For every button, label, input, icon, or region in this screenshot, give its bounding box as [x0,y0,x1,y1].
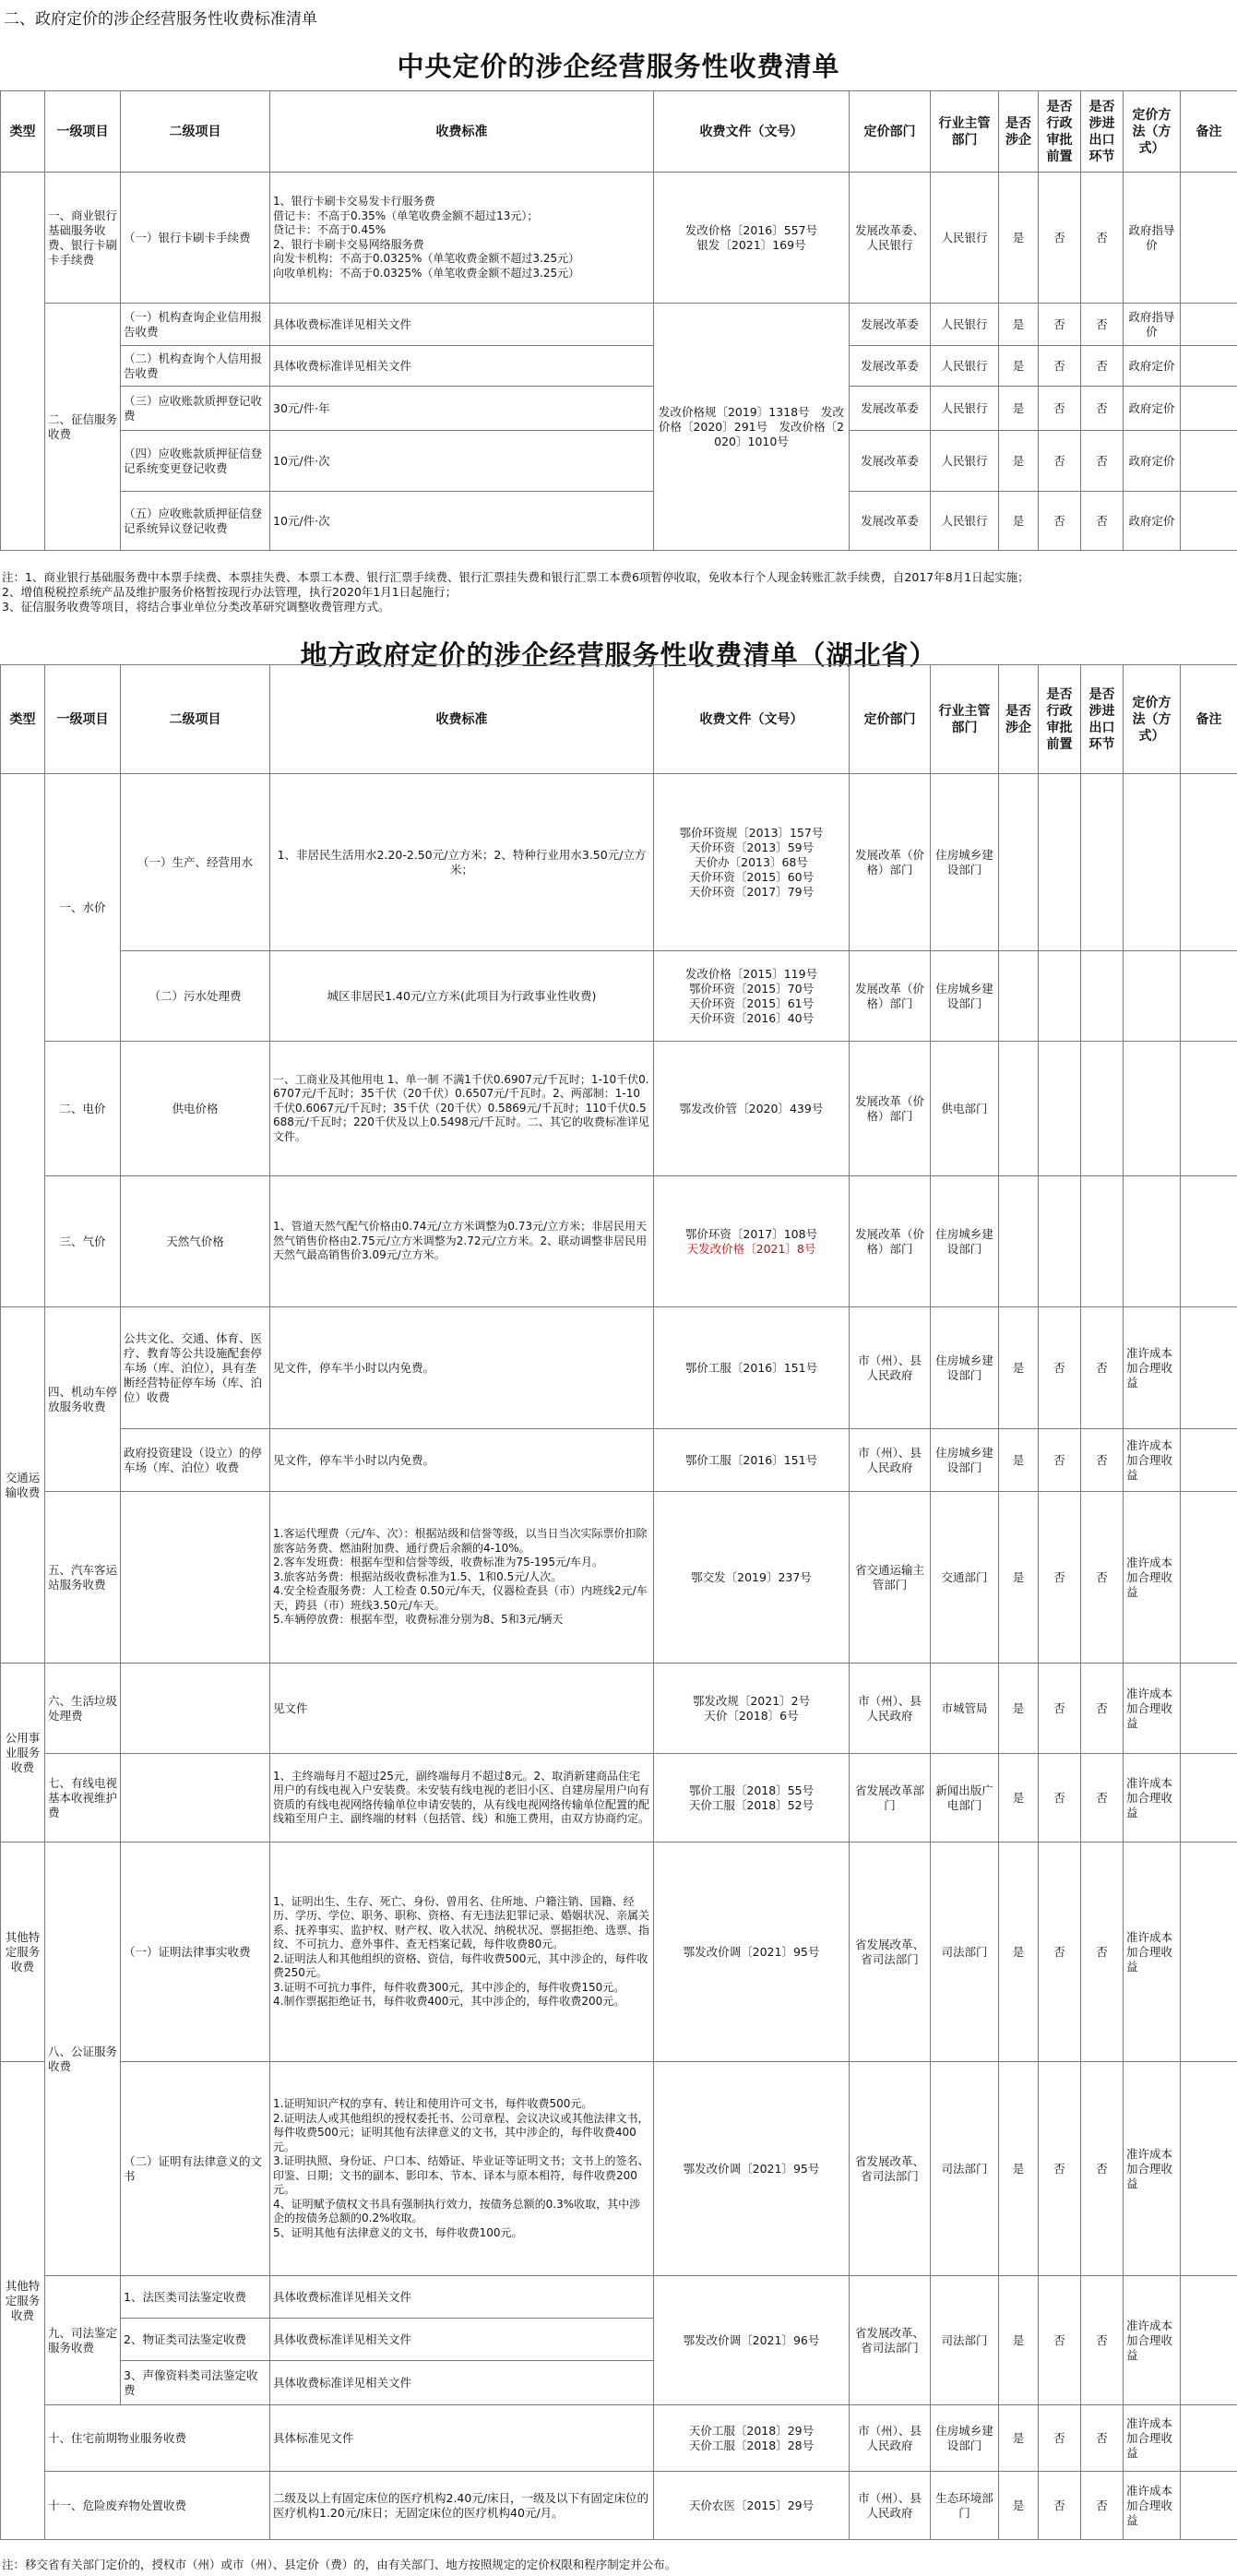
remark-cell [1181,173,1237,304]
document-cell: 鄂交发〔2019〕237号 [654,1492,850,1664]
pricing-dept-cell: 省发展改革、省司法部门 [850,2276,931,2405]
level1-cell: 七、有线电视基本收视维护费 [45,1754,121,1843]
central-fee-table [0,90,1237,551]
import-export-cell [1081,951,1124,1042]
header-remark: 备注 [1181,91,1237,173]
header-document: 收费文件（文号） [654,665,850,774]
document-cell: 天价农医〔2015〕29号 [654,2472,850,2540]
level2-cell: （一）银行卡刷卡手续费 [121,173,270,304]
standard-cell: 1、证明出生、生存、死亡、身份、曾用名、住所地、户籍注销、国籍、经历、学历、学位、职务、职称、资格、有无违法犯罪记录、婚姻状况、亲属关系、抚养事实、监护权、财产权、收入状况、纳税状况、票据拒绝、选票、指纹、不可抗力、意外事件、查无档案记载，每件收费80元。 2.证明法人和其他组织的资格、资信，每件收费500元，其中涉企的，每件收费250元。 3.证明不可抗力事件，每件收费300元，其中涉企的，每件收费150元。 4.制作票据拒绝证书，每件收费400元，其中涉企的，每件收费200元。 [270,1843,654,2062]
approval-cell: 否 [1039,2062,1081,2276]
remark-cell [1181,2062,1237,2276]
enterprise-cell: 是 [999,1492,1039,1664]
enterprise-cell [999,774,1039,951]
level1-cell: 四、机动车停放服务收费 [45,1307,121,1492]
method-cell: 准许成本加合理收益 [1124,1754,1181,1843]
table-row [1,387,1237,431]
import-export-cell: 否 [1081,346,1124,387]
import-export-cell [1081,1042,1124,1176]
import-export-cell: 否 [1081,173,1124,304]
remark-cell [1181,387,1237,431]
standard-cell: 具体收费标准详见相关文件 [270,346,654,387]
table-row [1,2062,1237,2276]
enterprise-cell: 是 [999,2405,1039,2472]
approval-cell: 否 [1039,304,1081,346]
level1-cell: 一、商业银行基础服务收费、银行卡刷卡手续费 [45,173,121,304]
pricing-dept-cell: 市（州）、县人民政府 [850,2472,931,2540]
enterprise-cell: 是 [999,2276,1039,2405]
remark-cell [1181,304,1237,346]
section-heading: 二、政府定价的涉企经营服务性收费标准清单 [4,10,317,29]
approval-cell: 否 [1039,1307,1081,1429]
method-cell: 政府指导价 [1124,173,1181,304]
import-export-cell: 否 [1081,1664,1124,1754]
level2-cell: （四）应收账款质押征信登记系统变更登记收费 [121,431,270,492]
standard-cell: 具体标准见文件 [270,2405,654,2472]
document-cell: 鄂发改价管〔2020〕439号 [654,1042,850,1176]
document-cell: 鄂发改价调〔2021〕96号 [654,2276,850,2405]
header-method: 定价方法（方式） [1124,665,1181,774]
standard-cell: 1.客运代理费（元/车、次）：根据站级和信誉等级，以当日当次实际票价扣除旅客站务费、燃油附加费、通行费后余额的4-10%。 2.客车发班费：根据车型和信誉等级，收费标准为75-195元/车月。 3.旅客站务费：根据站级收费标准为1.5、1和0.5元/人次。 4.安全检查服务费：人工检查 0.50元/车天，仪器检查县（市）内班线2元/车天，跨县（市）班线3.50元/车天。 5.车辆停放费：根据车型，收费标准分别为8、5和3元/辆天 [270,1492,654,1664]
import-export-cell [1081,774,1124,951]
method-cell [1124,774,1181,951]
remark-cell [1181,2472,1237,2540]
method-cell: 政府定价 [1124,387,1181,431]
table-row [1,1492,1237,1664]
level2-cell: （二）证明有法律意义的文书 [121,2062,270,2276]
header-type: 类型 [1,91,45,173]
table-row [1,1429,1237,1492]
authority-cell: 住房城乡建设部门 [931,1429,999,1492]
pricing-dept-cell: 省发展改革、省司法部门 [850,2062,931,2276]
method-cell: 准许成本加合理收益 [1124,1429,1181,1492]
method-cell: 准许成本加合理收益 [1124,1307,1181,1429]
standard-cell: 30元/件·年 [270,387,654,431]
header-level2: 二级项目 [121,91,270,173]
level2-cell: （三）应收账款质押登记收费 [121,387,270,431]
standard-cell: 1、主终端每月不超过25元，副终端每月不超过8元。2、取消新建商品住宅用户的有线电视入户安装费。未安装有线电视的老旧小区、自建房屋用户向有资质的有线电视网络传输单位申请安装的，从有线电视网络传输单位配置的配线箱至用户主、副终端的材料（包括管、线）和施工费用，由双方协商约定。 [270,1754,654,1843]
header-standard: 收费标准 [270,665,654,774]
pricing-dept-cell: 省发展改革、省司法部门 [850,1843,931,2062]
remark-cell [1181,1843,1237,2062]
standard-cell: 见文件，停车半小时以内免费。 [270,1307,654,1429]
level2-cell: 天然气价格 [121,1176,270,1307]
authority-cell: 住房城乡建设部门 [931,2405,999,2472]
enterprise-cell: 是 [999,1843,1039,2062]
header-level2: 二级项目 [121,665,270,774]
authority-cell: 住房城乡建设部门 [931,951,999,1042]
method-cell: 政府定价 [1124,431,1181,492]
standard-cell: 1、银行卡刷卡交易发卡行服务费 借记卡：不高于0.35%（单笔收费金额不超过13元）； 贷记卡：不高于0.45% 2、银行卡刷卡交易网络服务费 向发卡机构：不高于0.0325%（单笔收费金额不超过3.25元） 向收单机构：不高于0.0325%（单笔收费金额不超过3.25元） [270,173,654,304]
method-cell: 政府指导价 [1124,304,1181,346]
approval-cell: 否 [1039,1754,1081,1843]
table-row [1,173,1237,304]
document-cell: 发改价格规〔2019〕1318号 发改价格〔2020〕291号 发改价格〔2020〕1010号 [654,304,850,551]
document-cell: 天价工服〔2018〕29号 天价工服〔2018〕28号 [654,2405,850,2472]
import-export-cell: 否 [1081,1754,1124,1843]
table-row [1,774,1237,951]
header-remark: 备注 [1181,665,1237,774]
import-export-cell: 否 [1081,1307,1124,1429]
method-cell: 准许成本加合理收益 [1124,2276,1181,2405]
import-export-cell: 否 [1081,1429,1124,1492]
remark-cell [1181,1492,1237,1664]
document-cell: 鄂价环资规〔2013〕157号 天价环资〔2013〕59号 天价办〔2013〕68号 天价环资〔2015〕60号 天价环资〔2017〕79号 [654,774,850,951]
pricing-dept-cell: 发展改革委 [850,492,931,551]
level2-cell: （一）机构查询企业信用报告收费 [121,304,270,346]
standard-cell: 10元/件·次 [270,492,654,551]
approval-cell: 否 [1039,2276,1081,2405]
level2-cell: 2、物证类司法鉴定收费 [121,2319,270,2361]
remark-cell [1181,346,1237,387]
standard-cell: 具体收费标准详见相关文件 [270,304,654,346]
pricing-dept-cell: 发展改革委 [850,304,931,346]
level2-cell: （一）证明法律事实收费 [121,1843,270,2062]
document-cell: 鄂价工服〔2016〕151号 [654,1307,850,1429]
table-row [1,2405,1237,2472]
approval-cell [1039,1176,1081,1307]
remark-cell [1181,1754,1237,1843]
header-pricing-dept: 定价部门 [850,91,931,173]
table2-note: 注：移交省有关部门定价的，授权市（州）或市（州）、县定价（费）的，由有关部门、地方按照规定的定价权限和程序制定并公布。 [2,2558,677,2571]
document-cell: 发改价格〔2016〕557号 银发〔2021〕169号 [654,173,850,304]
authority-cell: 人民银行 [931,387,999,431]
table-row [1,1176,1237,1307]
authority-cell: 住房城乡建设部门 [931,1307,999,1429]
table-row [1,1307,1237,1429]
enterprise-cell: 是 [999,1307,1039,1429]
pricing-dept-cell: 发展改革委 [850,346,931,387]
table-row [1,1843,1237,2062]
header-document: 收费文件（文号） [654,91,850,173]
standard-cell: 1、管道天然气配气价格由0.74元/立方米调整为0.73元/立方米；非居民用天然气销售价格由2.75元/立方米调整为2.72元/立方米。2、联动调整非居民用天然气最高销售价3.09元/立方米。 [270,1176,654,1307]
table1-title: 中央定价的涉企经营服务性收费清单 [397,51,840,82]
approval-cell: 否 [1039,1664,1081,1754]
local-fee-table [0,664,1237,2540]
standard-cell: 二级及以上有固定床位的医疗机构2.40元/床日，一级及以下有固定床位的医疗机构1.20元/床日；无固定床位的医疗机构40元/月。 [270,2472,654,2540]
import-export-cell: 否 [1081,387,1124,431]
level2-cell: 供电价格 [121,1042,270,1176]
level1-cell: 九、司法鉴定服务收费 [45,2276,121,2405]
enterprise-cell: 是 [999,492,1039,551]
approval-cell: 否 [1039,1429,1081,1492]
standard-cell: 见文件，停车半小时以内免费。 [270,1429,654,1492]
import-export-cell: 否 [1081,2405,1124,2472]
remark-cell [1181,1664,1237,1754]
method-cell: 准许成本加合理收益 [1124,2472,1181,2540]
method-cell: 准许成本加合理收益 [1124,1664,1181,1754]
method-cell: 政府定价 [1124,346,1181,387]
table-row [1,2472,1237,2540]
document-cell: 鄂发改价调〔2021〕95号 [654,2062,850,2276]
enterprise-cell: 是 [999,387,1039,431]
pricing-dept-cell: 省交通运输主管部门 [850,1492,931,1664]
enterprise-cell: 是 [999,431,1039,492]
type-cell: 其他特定服务收费 [1,2062,45,2540]
method-cell: 准许成本加合理收益 [1124,1492,1181,1664]
approval-cell: 否 [1039,346,1081,387]
authority-cell: 供电部门 [931,1042,999,1176]
method-cell: 政府定价 [1124,492,1181,551]
level2-cell: 公共文化、交通、体育、医疗、教育等公共设施配套停车场（库、泊位），具有垄断经营特征停车场（库、泊位）收费 [121,1307,270,1429]
pricing-dept-cell: 市（州）、县人民政府 [850,2405,931,2472]
pricing-dept-cell: 发展改革（价格）部门 [850,1176,931,1307]
table-row [1,2276,1237,2319]
pricing-dept-cell: 发展改革（价格）部门 [850,1042,931,1176]
standard-cell: 1、非居民生活用水2.20-2.50元/立方米；2、特种行业用水3.50元/立方米； [270,774,654,951]
level1-cell: 二、电价 [45,1042,121,1176]
import-export-cell: 否 [1081,1492,1124,1664]
import-export-cell [1081,1176,1124,1307]
enterprise-cell: 是 [999,2062,1039,2276]
authority-cell: 司法部门 [931,2276,999,2405]
type-cell: 公用事业服务收费 [1,1664,45,1843]
remark-cell [1181,1176,1237,1307]
method-cell: 准许成本加合理收益 [1124,2405,1181,2472]
level2-cell: （二）机构查询个人信用报告收费 [121,346,270,387]
level1-cell: 三、气价 [45,1176,121,1307]
method-cell: 准许成本加合理收益 [1124,1843,1181,2062]
pricing-dept-cell: 发展改革（价格）部门 [850,774,931,951]
table-row [1,492,1237,551]
pricing-dept-cell: 发展改革（价格）部门 [850,951,931,1042]
header-import-export: 是否涉进出口环节 [1081,665,1124,774]
document-cell: 鄂价工服〔2018〕55号 天价工服〔2018〕52号 [654,1754,850,1843]
enterprise-cell: 是 [999,1664,1039,1754]
remark-cell [1181,1429,1237,1492]
level2-cell: 政府投资建设（设立）的停车场（库、泊位）收费 [121,1429,270,1492]
level2-cell: （五）应收账款质押征信登记系统异议登记收费 [121,492,270,551]
pricing-dept-cell: 市（州）、县人民政府 [850,1429,931,1492]
approval-cell [1039,1042,1081,1176]
authority-cell: 人民银行 [931,173,999,304]
level1-cell: 六、生活垃圾处理费 [45,1664,121,1754]
authority-cell: 市城管局 [931,1664,999,1754]
pricing-dept-cell: 市（州）、县人民政府 [850,1664,931,1754]
authority-cell: 住房城乡建设部门 [931,774,999,951]
level1-cell: 十一、危险废弃物处置收费 [45,2472,270,2540]
enterprise-cell: 是 [999,346,1039,387]
authority-cell: 人民银行 [931,346,999,387]
approval-cell: 否 [1039,492,1081,551]
level2-cell [121,1754,270,1843]
approval-cell: 否 [1039,431,1081,492]
enterprise-cell [999,1176,1039,1307]
table-row [1,346,1237,387]
level2-cell [121,1492,270,1664]
table-row [1,951,1237,1042]
authority-cell: 司法部门 [931,1843,999,2062]
pricing-dept-cell: 省发展改革部门 [850,1754,931,1843]
document-line-highlighted: 天发改价格〔2021〕8号 [686,1241,816,1256]
import-export-cell: 否 [1081,2062,1124,2276]
remark-cell [1181,2276,1237,2405]
level2-cell: 3、声像资料类司法鉴定收费 [121,2361,270,2405]
header-approval: 是否行政审批前置 [1039,665,1081,774]
type-cell: 其他特定服务收费 [1,1843,45,2062]
import-export-cell: 否 [1081,431,1124,492]
type-cell: 交通运输收费 [1,1307,45,1664]
remark-cell [1181,492,1237,551]
enterprise-cell [999,951,1039,1042]
pricing-dept-cell: 发展改革委 [850,387,931,431]
method-cell: 准许成本加合理收益 [1124,2062,1181,2276]
remark-cell [1181,431,1237,492]
type-cell [1,774,45,1307]
table-row [1,1754,1237,1843]
header-authority: 行业主管部门 [931,91,999,173]
standard-cell: 1.证明知识产权的享有、转让和使用许可文书，每件收费500元。 2.证明法人或其他组织的授权委托书、公司章程、会议决议或其他法律文书，每件收费500元；证明其他有法律意义的文书，其中涉企的，每件收费400元。 3.证明执照、身份证、户口本、结婚证、毕业证等证明文书；文书上的签名、印鉴、日期；文书的副本、影印本、节本、译本与原本相符，每件收费200元。 4、证明赋予债权文书具有强制执行效力，按债务总额的0.3%收取，其中涉企的按债务总额的0.2%收取。 5、证明其他有法律意义的文书，每件收费100元。 [270,2062,654,2276]
header-import-export: 是否涉进出口环节 [1081,91,1124,173]
header-type: 类型 [1,665,45,774]
level2-cell: （一）生产、经营用水 [121,774,270,951]
header-standard: 收费标准 [270,91,654,173]
document-cell: 鄂发改价调〔2021〕95号 [654,1843,850,2062]
standard-cell: 城区非居民1.40元/立方米(此项目为行政事业性收费) [270,951,654,1042]
remark-cell [1181,1307,1237,1429]
pricing-dept-cell: 发展改革委 [850,431,931,492]
level1-cell: 五、汽车客运站服务收费 [45,1492,121,1664]
document-cell: 发改价格〔2015〕119号 鄂价环资〔2015〕70号 天价环资〔2015〕61号 天价环资〔2016〕40号 [654,951,850,1042]
method-cell [1124,1042,1181,1176]
approval-cell: 否 [1039,1843,1081,2062]
level2-cell [121,1664,270,1754]
document-line: 鄂价环资〔2017〕108号 [684,1226,818,1241]
type-cell [1,173,45,551]
document-cell: 鄂价工服〔2016〕151号 [654,1429,850,1492]
document-cell [654,1176,850,1307]
table-row [1,1664,1237,1754]
approval-cell: 否 [1039,2472,1081,2540]
enterprise-cell: 是 [999,1429,1039,1492]
table-row [1,304,1237,346]
header-approval: 是否行政审批前置 [1039,91,1081,173]
method-cell [1124,951,1181,1042]
approval-cell: 否 [1039,1492,1081,1664]
standard-cell: 具体收费标准详见相关文件 [270,2319,654,2361]
enterprise-cell: 是 [999,304,1039,346]
authority-cell: 住房城乡建设部门 [931,1176,999,1307]
approval-cell [1039,951,1081,1042]
approval-cell: 否 [1039,173,1081,304]
remark-cell [1181,2405,1237,2472]
remark-cell [1181,774,1237,951]
authority-cell: 人民银行 [931,492,999,551]
table1-header-row [1,91,1237,173]
authority-cell: 交通部门 [931,1492,999,1664]
import-export-cell: 否 [1081,492,1124,551]
method-cell [1124,1176,1181,1307]
import-export-cell: 否 [1081,304,1124,346]
remark-cell [1181,1042,1237,1176]
header-level1: 一级项目 [45,91,121,173]
level1-cell: 一、水价 [45,774,121,1042]
level1-cell: 二、征信服务收费 [45,304,121,551]
header-authority: 行业主管部门 [931,665,999,774]
authority-cell: 司法部门 [931,2062,999,2276]
standard-cell: 见文件 [270,1664,654,1754]
enterprise-cell [999,1042,1039,1176]
import-export-cell: 否 [1081,1843,1124,2062]
approval-cell: 否 [1039,387,1081,431]
level1-cell: 八、公证服务收费 [45,1843,121,2276]
document-cell: 鄂发改规〔2021〕2号 天价〔2018〕6号 [654,1664,850,1754]
table2-title: 地方政府定价的涉企经营服务性收费清单（湖北省） [300,639,937,671]
header-pricing-dept: 定价部门 [850,665,931,774]
table1-note: 注：1、商业银行基础服务费中本票手续费、本票挂失费、本票工本费、银行汇票手续费、银行汇票挂失费和银行汇票工本费6项暂停收取，免收本行个人现金转账汇款手续费，自2017年8月1日起实施； 2、增值税税控系统产品及维护服务价格暂按现行办法管理，执行2020年1月1日起施行； 3、征信服务收费等项目，将结合事业单位分类改革研究调整收费管理方式。 [2,570,1029,614]
standard-cell: 一、工商业及其他用电 1、单一制 不满1千伏0.6907元/千瓦时；1-10千伏0.6707元/千瓦时；35千伏（20千伏）0.6507元/千瓦时。2、两部制：1-10千伏0.6067元/千瓦时；35千伏（20千伏）0.5869元/千瓦时；110千伏0.5688元/千瓦时；220千伏及以上0.5498元/千瓦时。二、其它的收费标准详见文件。 [270,1042,654,1176]
approval-cell: 否 [1039,2405,1081,2472]
level2-cell: 1、法医类司法鉴定收费 [121,2276,270,2319]
authority-cell: 新闻出版广电部门 [931,1754,999,1843]
table-row [1,1042,1237,1176]
import-export-cell: 否 [1081,2276,1124,2405]
header-method: 定价方法（方式） [1124,91,1181,173]
table2-header-row [1,665,1237,774]
header-enterprise: 是否涉企 [999,91,1039,173]
table-row [1,431,1237,492]
import-export-cell: 否 [1081,2472,1124,2540]
authority-cell: 人民银行 [931,304,999,346]
pricing-dept-cell: 发展改革委、人民银行 [850,173,931,304]
enterprise-cell: 是 [999,2472,1039,2540]
level2-cell: （二）污水处理费 [121,951,270,1042]
enterprise-cell: 是 [999,1754,1039,1843]
standard-cell: 具体收费标准详见相关文件 [270,2276,654,2319]
level1-cell: 十、住宅前期物业服务收费 [45,2405,270,2472]
standard-cell: 具体收费标准详见相关文件 [270,2361,654,2405]
approval-cell [1039,774,1081,951]
header-level1: 一级项目 [45,665,121,774]
standard-cell: 10元/件·次 [270,431,654,492]
header-enterprise: 是否涉企 [999,665,1039,774]
enterprise-cell: 是 [999,173,1039,304]
pricing-dept-cell: 市（州）、县人民政府 [850,1307,931,1429]
remark-cell [1181,951,1237,1042]
authority-cell: 生态环境部门 [931,2472,999,2540]
authority-cell: 人民银行 [931,431,999,492]
